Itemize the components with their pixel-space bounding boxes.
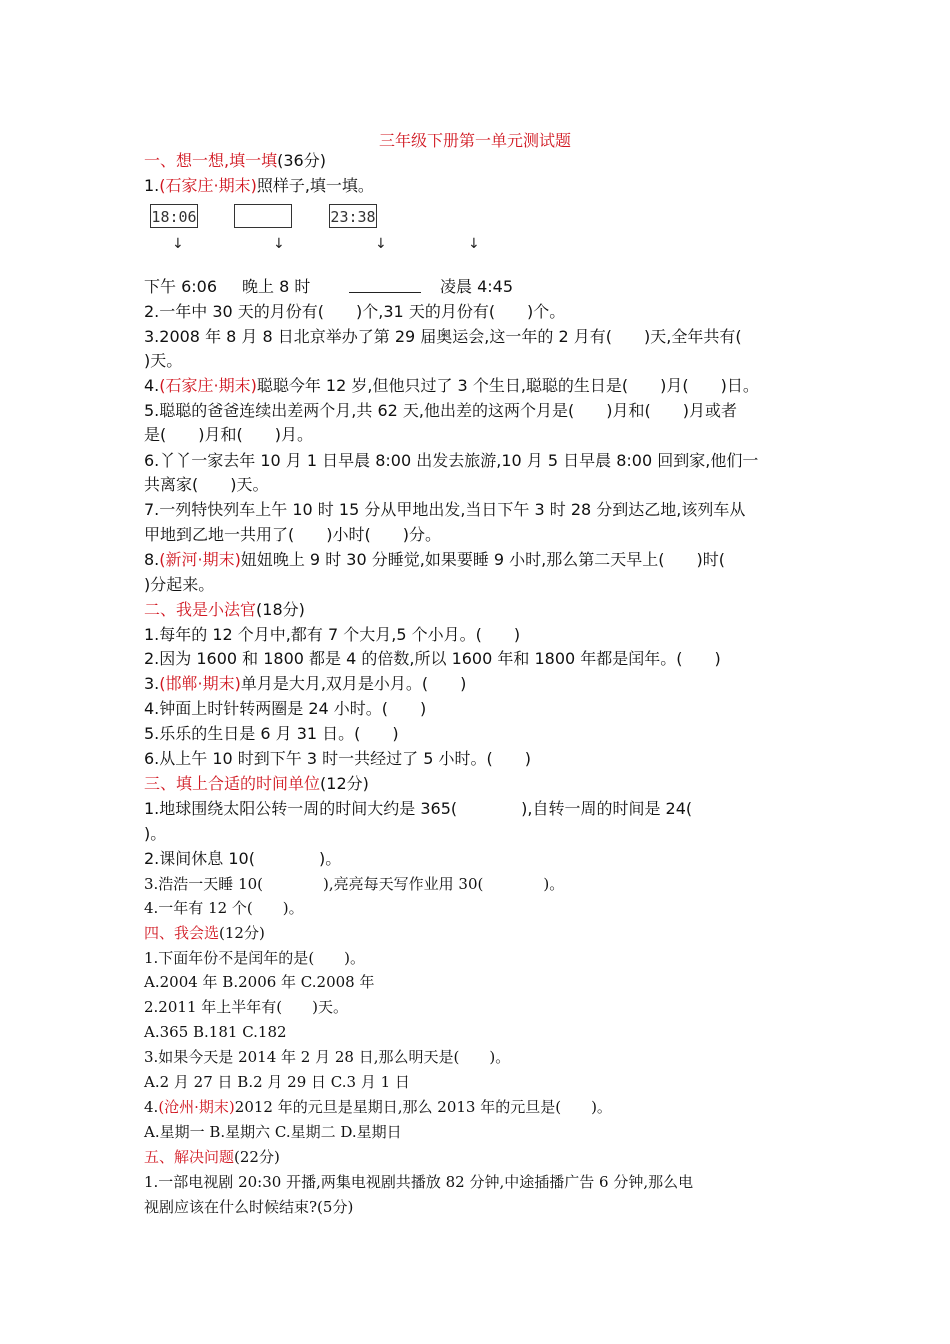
choice-2-question: 2.2011 年上半年有( )天。 xyxy=(144,998,348,1016)
section-3-heading: 三、填上合适的时间单位(12分) xyxy=(144,774,369,793)
digital-clock-3: 23:38 xyxy=(329,204,377,228)
arrow-down-icon: ↓ xyxy=(375,236,387,252)
question-1-2: 2.一年中 30 天的月份有( )个,31 天的月份有( )个。 xyxy=(144,302,566,321)
choice-4-question: 4.(沧州·期末)2012 年的元旦是星期日,那么 2013 年的元旦是( )。 xyxy=(144,1098,612,1116)
judge-4: 4.钟面上时针转两圈是 24 小时。( ) xyxy=(144,699,427,718)
unit-1-line1: 1.地球围绕太阳公转一周的时间大约是 365( ),自转一周的时间是 24( xyxy=(144,799,693,818)
question-1-3-line2: )天。 xyxy=(144,351,183,370)
arrow-down-icon: ↓ xyxy=(273,236,285,252)
problem-1-line2: 视剧应该在什么时候结束?(5分) xyxy=(144,1198,354,1216)
unit-2: 2.课间休息 10( )。 xyxy=(144,849,342,868)
question-1-6-line1: 6.丫丫一家去年 10 月 1 日早晨 8:00 出发去旅游,10 月 5 日早晨 8:00 回到家,他们一 xyxy=(144,451,759,470)
source-tag: (石家庄·期末) xyxy=(159,176,257,195)
digital-clock-2-empty[interactable] xyxy=(234,204,292,228)
time-label-2: 晚上 8 时 xyxy=(242,277,311,296)
choice-3-options: A.2 月 27 日 B.2 月 29 日 C.3 月 1 日 xyxy=(144,1073,410,1091)
judge-6: 6.从上午 10 时到下午 3 时一共经过了 5 小时。( ) xyxy=(144,749,531,768)
source-tag: (新河·期末) xyxy=(159,550,241,569)
choice-1-question: 1.下面年份不是闰年的是( )。 xyxy=(144,949,366,967)
time-label-4: 凌晨 4:45 xyxy=(440,277,514,296)
time-label-1: 下午 6:06 xyxy=(144,277,218,296)
unit-3: 3.浩浩一天睡 10( ),亮亮每天写作业用 30( )。 xyxy=(144,875,565,893)
choice-1-options: A.2004 年 B.2006 年 C.2008 年 xyxy=(144,973,375,991)
choice-3-question: 3.如果今天是 2014 年 2 月 28 日,那么明天是( )。 xyxy=(144,1048,511,1066)
question-1-1: 1.(石家庄·期末)照样子,填一填。 xyxy=(144,176,374,195)
judge-5: 5.乐乐的生日是 6 月 31 日。( ) xyxy=(144,724,399,743)
unit-1-line2: )。 xyxy=(144,824,167,843)
question-1-8-line1: 8.(新河·期末)妞妞晚上 9 时 30 分睡觉,如果要睡 9 小时,那么第二天早上( )时( xyxy=(144,550,725,569)
answer-blank[interactable] xyxy=(349,292,421,293)
judge-1: 1.每年的 12 个月中,都有 7 个大月,5 个小月。( ) xyxy=(144,625,521,644)
page-title: 三年级下册第一单元测试题 xyxy=(378,131,571,150)
section-5-heading: 五、解决问题(22分) xyxy=(144,1148,280,1166)
unit-4: 4.一年有 12 个( )。 xyxy=(144,899,304,917)
question-1-8-line2: )分起来。 xyxy=(144,575,215,594)
question-1-7-line1: 7.一列特快列车上午 10 时 15 分从甲地出发,当日下午 3 时 28 分到达乙地,该列车从 xyxy=(144,500,746,519)
digital-clock-1: 18:06 xyxy=(150,204,198,228)
question-1-7-line2: 甲地到乙地一共用了( )小时( )分。 xyxy=(144,525,441,544)
arrow-down-icon: ↓ xyxy=(468,236,480,252)
question-1-5-line1: 5.聪聪的爸爸连续出差两个月,共 62 天,他出差的这两个月是( )月和( )月或者 xyxy=(144,401,737,420)
choice-2-options: A.365 B.181 C.182 xyxy=(144,1023,287,1041)
question-1-5-line2: 是( )月和( )月。 xyxy=(144,425,313,444)
source-tag: (沧州·期末) xyxy=(158,1098,235,1116)
question-1-6-line2: 共离家( )天。 xyxy=(144,475,269,494)
section-1-heading: 一、想一想,填一填(36分) xyxy=(144,151,326,170)
judge-2: 2.因为 1600 和 1800 都是 4 的倍数,所以 1600 年和 1800 年都是闰年。( ) xyxy=(144,649,721,668)
section-2-heading: 二、我是小法官(18分) xyxy=(144,600,305,619)
choice-4-options: A.星期一 B.星期六 C.星期二 D.星期日 xyxy=(144,1123,402,1141)
question-1-4: 4.(石家庄·期末)聪聪今年 12 岁,但他只过了 3 个生日,聪聪的生日是( )月( )日。 xyxy=(144,376,759,395)
source-tag: (邯郸·期末) xyxy=(159,674,241,693)
section-4-heading: 四、我会选(12分) xyxy=(144,924,265,942)
source-tag: (石家庄·期末) xyxy=(159,376,257,395)
judge-3: 3.(邯郸·期末)单月是大月,双月是小月。( ) xyxy=(144,674,467,693)
problem-1-line1: 1.一部电视剧 20:30 开播,两集电视剧共播放 82 分钟,中途插播广告 6 分钟,那么电 xyxy=(144,1173,694,1191)
question-1-3-line1: 3.2008 年 8 月 8 日北京举办了第 29 届奥运会,这一年的 2 月有( )天,全年共有( xyxy=(144,327,742,346)
arrow-down-icon: ↓ xyxy=(172,236,184,252)
